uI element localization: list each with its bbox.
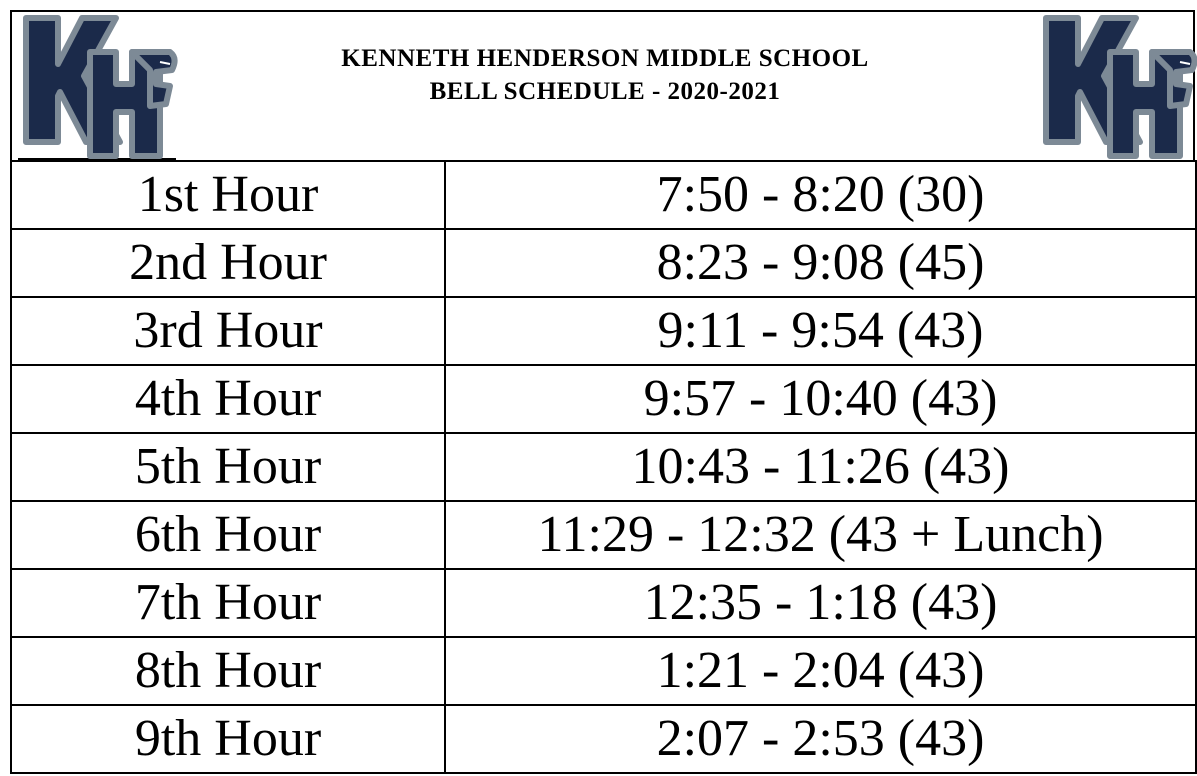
period-label: 3rd Hour: [11, 297, 445, 365]
table-row: [11, 705, 1196, 773]
period-label: 1st Hour: [11, 161, 445, 229]
schedule-subtitle: BELL SCHEDULE - 2020-2021: [429, 78, 781, 105]
period-time: 12:35 - 1:18 (43): [445, 569, 1196, 637]
period-time: 7:50 - 8:20 (30): [445, 161, 1196, 229]
period-time: 8:23 - 9:08 (45): [445, 229, 1196, 297]
table-row: [11, 433, 1196, 501]
period-label: 9th Hour: [11, 705, 445, 773]
period-time: 9:57 - 10:40 (43): [445, 365, 1196, 433]
period-time: 9:11 - 9:54 (43): [445, 297, 1196, 365]
school-logo-left: [20, 12, 178, 160]
bell-schedule-table: [10, 160, 1197, 774]
period-time: 2:07 - 2:53 (43): [445, 705, 1196, 773]
period-time: 11:29 - 12:32 (43 + Lunch): [445, 501, 1196, 569]
period-label: 4th Hour: [11, 365, 445, 433]
school-logo-right: [1040, 12, 1197, 160]
table-row: [11, 297, 1196, 365]
table-row: [11, 569, 1196, 637]
school-name: KENNETH HENDERSON MIDDLE SCHOOL: [341, 45, 869, 72]
period-label: 2nd Hour: [11, 229, 445, 297]
header-title: [170, 42, 1040, 108]
period-label: 7th Hour: [11, 569, 445, 637]
period-label: 5th Hour: [11, 433, 445, 501]
period-time: 10:43 - 11:26 (43): [445, 433, 1196, 501]
table-row: [11, 365, 1196, 433]
period-time: 1:21 - 2:04 (43): [445, 637, 1196, 705]
table-row: [11, 637, 1196, 705]
table-row: [11, 501, 1196, 569]
table-row: [11, 161, 1196, 229]
period-label: 6th Hour: [11, 501, 445, 569]
period-label: 8th Hour: [11, 637, 445, 705]
table-row: [11, 229, 1196, 297]
